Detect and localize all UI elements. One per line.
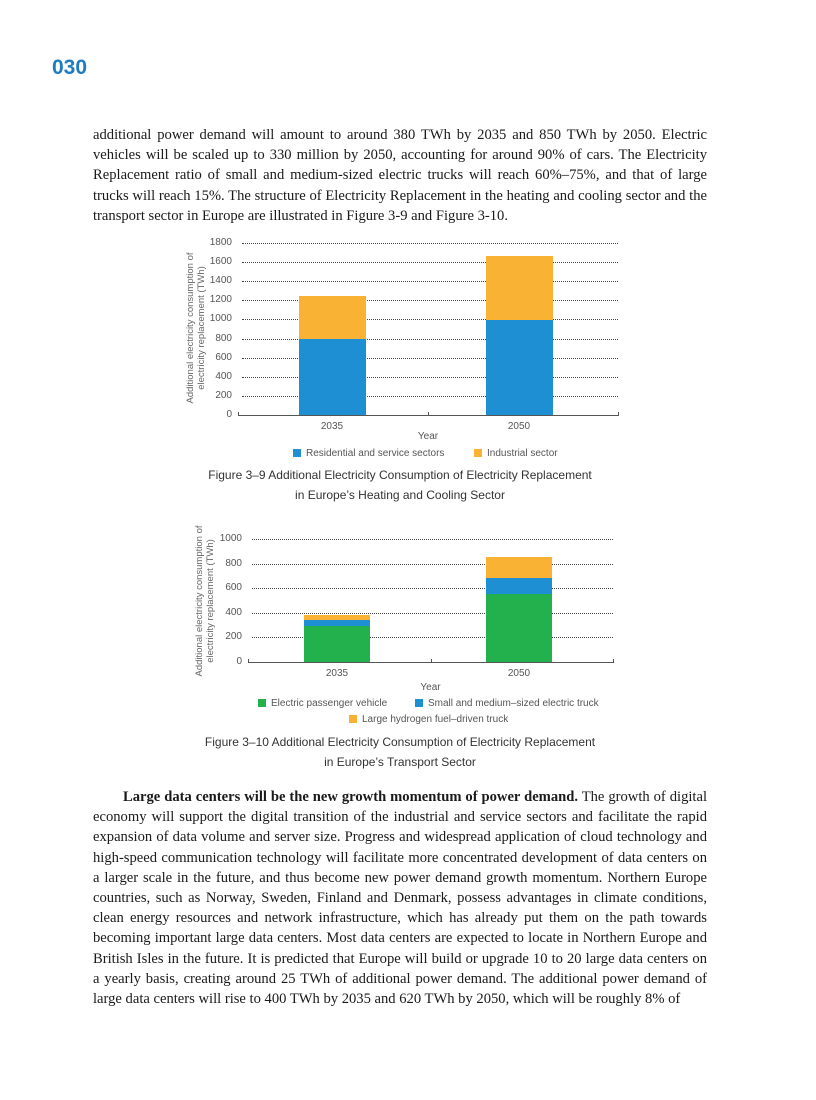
- legend-item: [474, 448, 558, 459]
- y-axis-title: [194, 511, 216, 691]
- y-tick-label: 400: [215, 370, 232, 382]
- x-axis-title: Year: [420, 682, 441, 693]
- paragraph-lead-bold: Large data centers will be the new growth momentum of power demand.: [123, 789, 579, 805]
- y-tick-label: 600: [215, 351, 232, 363]
- y-axis-title-line1: Additional electricity consumption of: [185, 252, 196, 404]
- bar-segment: [486, 594, 552, 662]
- bar-segment: [486, 578, 552, 594]
- y-tick-label: 400: [225, 606, 242, 618]
- y-tick-label: 0: [236, 656, 242, 667]
- x-axis-title: Year: [417, 431, 439, 442]
- y-tick-label: 1400: [209, 275, 232, 287]
- x-tick-label: 2050: [507, 421, 531, 432]
- legend-label: Large hydrogen fuel–driven truck: [362, 714, 509, 725]
- gridline: [242, 262, 618, 263]
- y-axis-title: [185, 238, 207, 418]
- y-tick-label: 200: [225, 631, 242, 643]
- legend-swatch-icon: [349, 715, 357, 723]
- page-number: 030: [52, 56, 88, 79]
- legend-swatch-icon: [258, 699, 266, 707]
- x-tick-label: 2035: [325, 668, 349, 679]
- bar-segment: [486, 320, 553, 415]
- gridline: [252, 588, 613, 589]
- x-tick-label: 2035: [320, 421, 344, 432]
- bar-segment: [304, 615, 370, 620]
- y-tick-label: 800: [225, 557, 242, 569]
- x-axis-tick: [428, 412, 429, 416]
- figure-3-9-caption: [150, 465, 650, 505]
- figure-3-10-caption-line2: in Europe’s Transport Sector: [324, 755, 476, 769]
- bar-segment: [486, 256, 553, 320]
- legend-item: [415, 698, 599, 709]
- legend-item: [258, 698, 387, 709]
- legend-label: Industrial sector: [487, 448, 558, 459]
- gridline: [252, 613, 613, 614]
- y-tick-label: 200: [215, 389, 232, 401]
- gridline: [242, 243, 618, 244]
- legend-swatch-icon: [415, 699, 423, 707]
- paragraph-intro: additional power demand will amount to around 380 TWh by 2035 and 850 TWh by 2050. Electric vehicles will be scaled up to 330 million by 2050, accounting for around 90% of cars. The Electricity Replacement ratio of small and medium-sized electric trucks will reach 60%–75%, and that of large trucks will reach 15%. The structure of Electricity Replacement in the heating and cooling sector and the transport sector in Europe are illustrated in Figure 3-9 and Figure 3-10.: [93, 127, 707, 224]
- gridline: [242, 281, 618, 282]
- figure-3-9-caption-line2: in Europe’s Heating and Cooling Sector: [295, 488, 505, 502]
- legend-label: Residential and service sectors: [306, 448, 445, 459]
- y-tick-label: 0: [226, 409, 232, 420]
- y-tick-label: 1000: [219, 533, 242, 544]
- bar-segment: [299, 339, 366, 415]
- bar-segment: [299, 296, 366, 339]
- bar-segment: [304, 626, 370, 662]
- y-tick-label: 800: [215, 332, 232, 344]
- x-axis-tick: [238, 412, 239, 416]
- x-axis-tick: [248, 659, 249, 663]
- x-tick-label: 2050: [507, 668, 531, 679]
- paragraph-body: The growth of digital economy will support the digital transition of the industrial and service sectors and facilitate the rapid expansion of data volume and server size. Progress and widespread application of cloud technology and high-speed communication technology will facilitate more concentrated development of data centers on a larger scale in the future, and thus become new power demand growth momentum. Northern Europe countries, such as Norway, Sweden, Finland and Denmark, possess advantages in climate conditions, clean energy resources and network infrastructure, which has already put them on the path towards becoming important large data centers. Most data centers are expected to locate in Northern Europe and British Isles in the future. It is predicted that Europe will build or upgrade 10 to 20 large data centers on a yearly basis, creating around 25 TWh of additional power demand. The additional power demand of large data centers will rise to 400 TWh by 2035 and 620 TWh by 2050, which will be roughly 8% of: [93, 789, 708, 1008]
- legend-label: Small and medium–sized electric truck: [428, 698, 599, 709]
- figure-3-10-caption-line1: Figure 3–10 Additional Electricity Consumption of Electricity Replacement: [204, 735, 596, 749]
- y-tick-label: 1200: [209, 294, 232, 306]
- legend-swatch-icon: [293, 449, 301, 457]
- figure-3-10-caption: [150, 732, 650, 772]
- legend-item: [293, 448, 444, 459]
- paragraph-data-centers: [93, 787, 707, 1009]
- y-axis-title-line1: Additional electricity consumption of: [194, 525, 205, 677]
- y-tick-label: 1000: [209, 313, 232, 325]
- gridline: [252, 539, 613, 540]
- y-axis-title-line2: electricity replacement (TWh): [205, 539, 216, 663]
- x-axis-tick: [431, 659, 432, 663]
- legend-item: [349, 714, 508, 725]
- y-tick-label: 600: [225, 582, 242, 594]
- y-tick-label: 1600: [209, 256, 232, 268]
- bar-segment: [486, 557, 552, 578]
- gridline: [252, 564, 613, 565]
- y-tick-label: 1800: [209, 237, 232, 248]
- y-axis-title-line2: electricity replacement (TWh): [196, 266, 207, 390]
- bar-segment: [304, 620, 370, 626]
- x-axis-tick: [613, 659, 614, 663]
- legend-swatch-icon: [474, 449, 482, 457]
- figure-3-9-caption-line1: Figure 3–9 Additional Electricity Consumption of Electricity Replacement: [208, 468, 592, 482]
- x-axis-tick: [618, 412, 619, 416]
- legend-label: Electric passenger vehicle: [271, 698, 388, 709]
